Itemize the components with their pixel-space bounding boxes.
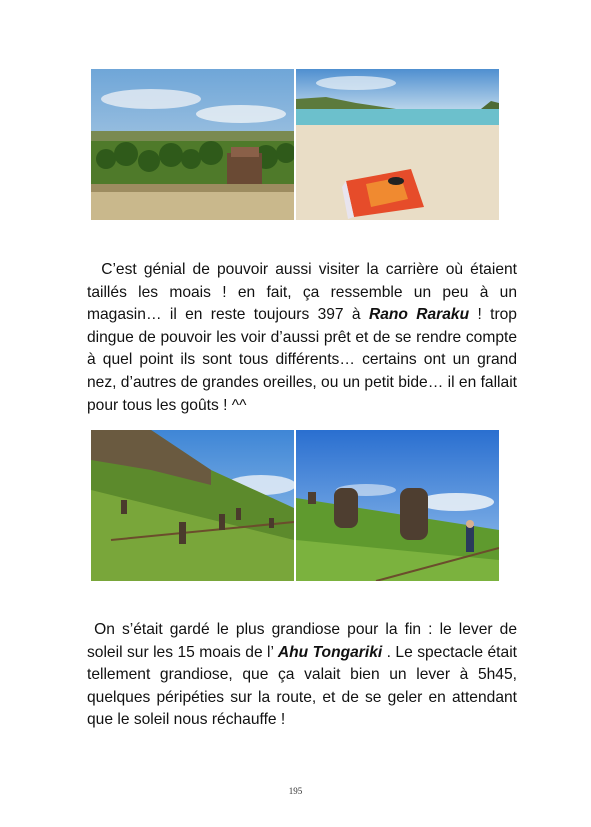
rano-raraku-moai-heads-photo [296, 430, 499, 581]
paragraph1-text-start: C’est génial de pouvoir aussi visiter la carrière où étaient taillés les moais ! en fait, ça ressemble un peu à un magasin… il en reste toujours 397 à [87, 261, 517, 324]
paragraph-rano-raraku [87, 259, 517, 417]
palm-grove-with-moai-photo [91, 69, 294, 220]
paragraph-ahu-tongariki [87, 619, 517, 732]
paragraph1-text-end: ! trop dingue de pouvoir les voir d’aussi prêt et de se rendre compte à quel point ils sont tous différents… certains ont un grand nez, d’autres de grandes oreilles, ou un petit bide… il en fallait pour tous les goûts ! ^^ [87, 306, 517, 414]
place-name-rano-raraku: Rano Raraku [368, 306, 470, 324]
rano-raraku-slope-photo [91, 430, 294, 581]
anakena-beach-towel-photo [296, 69, 499, 220]
page-number: 195 [288, 786, 303, 796]
place-name-ahu-tongariki: Ahu Tongariki [277, 643, 383, 661]
paragraph2-text-end: . Le spectacle était tellement grandiose, que ça valait bien un lever à 5h45, quelques péripéties sur la route, et de se geler en attendant que le soleil nous réchauffe ! [87, 643, 517, 729]
paragraph2-text-start: On s’était gardé le plus grandiose pour la fin : le lever de soleil sur les 15 moais de l’ [87, 621, 517, 661]
